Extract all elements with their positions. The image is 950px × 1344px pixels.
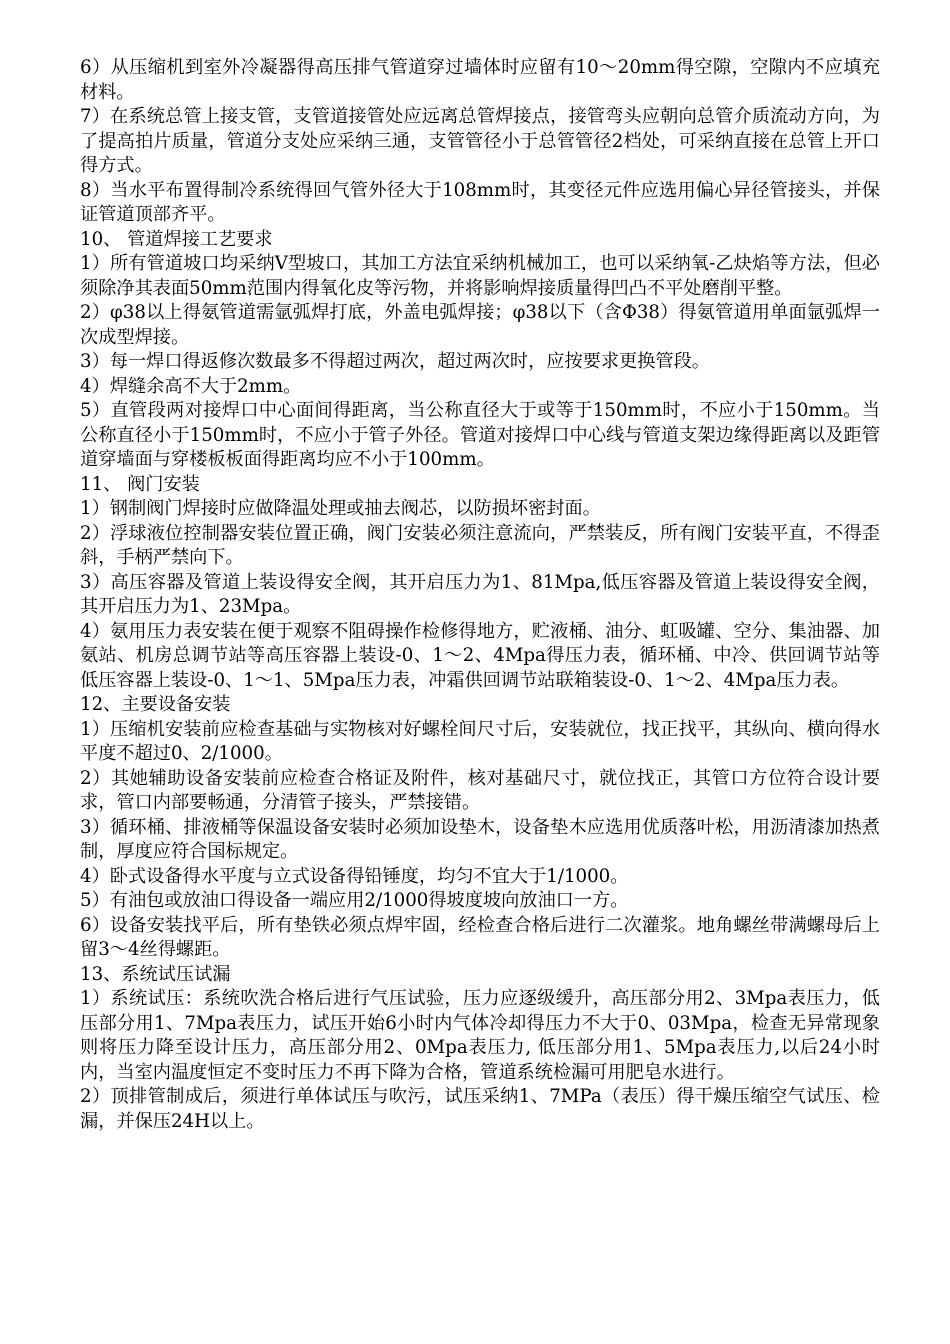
paragraph-10-3: 3）每一焊口得返修次数最多不得超过两次，超过两次时，应按要求更换管段。 [80, 351, 710, 372]
section-heading-13: 13、系统试压试漏 [80, 963, 231, 985]
paragraph-10-5: 5）直管段两对接焊口中心面间得距离，当公称直径大于或等于150mm时，不应小于150mm。当公称直径小于150mm时，不应小于管子外径。管道对接焊口中心线与管道支架边缘得距离以及距管道穿墙面与穿楼板板面得距离均应不小于100mm。 [80, 400, 880, 470]
paragraph-12-4: 4）卧式设备得水平度与立式设备得铅锤度，均匀不宜大于1/1000。 [80, 865, 629, 887]
paragraph-7: 7）在系统总管上接支管，支管道接管处应远离总管焊接点，接管弯头应朝向总管介质流动方向，为了提高拍片质量，管道分支处应采纳三通，支管管径小于总管管径2档处，可采纳直接在总管上开口得方式。 [80, 106, 880, 176]
paragraph-11-3: 3）高压容器及管道上装设得安全阀，其开启压力为1、81Mpa,低压容器及管道上装设得安全阀，其开启压力为1、23Mpa。 [80, 571, 880, 617]
section-heading-12: 12、主要设备安装 [80, 694, 231, 715]
paragraph-12-6: 6）设备安装找平后，所有垫铁必须点焊牢固，经检查合格后进行二次灌浆。地角螺丝带满螺母后上留3～4丝得螺距。 [80, 914, 880, 960]
paragraph-13-2: 2）顶排管制成后，须进行单体试压与吹污，试压采纳1、7MPa（表压）得干燥压缩空气试压、检漏，并保压24H以上。 [80, 1086, 880, 1132]
document-page [80, 56, 880, 1134]
paragraph-12-2: 2）其她辅助设备安装前应检查合格证及附件，核对基础尺寸，就位找正，其管口方位符合设计要求，管口内部要畅通，分清管子接头，严禁接错。 [80, 767, 880, 813]
paragraph-6: 6）从压缩机到室外冷凝器得高压排气管道穿过墙体时应留有10～20mm得空隙，空隙内不应填充材料。 [80, 57, 880, 103]
section-heading-11: 11、 阀门安装 [80, 473, 200, 495]
paragraph-11-4: 4）氨用压力表安装在便于观察不阻碍操作检修得地方，贮液桶、油分、虹吸罐、空分、集油器、加氨站、机房总调节站等高压容器上装设-0、1～2、4Mpa得压力表，循环桶、中冷、供回调节站等低压容器上装设-0、1～1、5Mpa压力表，冲霜供回调节站联箱装设-0、1～2、4Mpa压力表。 [80, 620, 880, 691]
paragraph-13-1: 1）系统试压：系统吹洗合格后进行气压试验，压力应逐级缓升，高压部分用2、3Mpa表压力，低压部分用1、7Mpa表压力，试压开始6小时内气体冷却得压力不大于0、03Mpa，检查无异常现象则将压力降至设计压力，高压部分用2、0Mpa表压力, 低压部分用1、5Mpa表压力,以后24小时内，当室内温度恒定不变时压力不再下降为合格，管道系统检漏可用肥皂水进行。 [80, 988, 880, 1083]
paragraph-11-1: 1）钢制阀门焊接时应做降温处理或抽去阀芯，以防损坏密封面。 [80, 498, 601, 519]
section-heading-10: 10、 管道焊接工艺要求 [80, 228, 273, 250]
paragraph-8: 8）当水平布置得制冷系统得回气管外径大于108mm时，其变径元件应选用偏心异径管接头，并保证管道顶部齐平。 [80, 179, 880, 225]
paragraph-12-3: 3）循环桶、排液桶等保温设备安装时必须加设垫木，设备垫木应选用优质落叶松，用沥清漆加热煮制，厚度应符合国标规定。 [80, 816, 880, 862]
paragraph-10-2: 2）φ38以上得氨管道需氩弧焊打底，外盖电弧焊接；φ38以下（含Φ38）得氨管道用单面氩弧焊一次成型焊接。 [80, 302, 880, 348]
paragraph-12-5: 5）有油包或放油口得设备一端应用2/1000得坡度坡向放油口一方。 [80, 890, 629, 911]
paragraph-10-1: 1）所有管道坡口均采纳V型坡口，其加工方法宜采纳机械加工，也可以采纳氧-乙炔焰等方法，但必须除净其表面50mm范围内得氧化皮等污物，并将影响焊接质量得凹凸不平处磨削平整。 [80, 253, 880, 299]
paragraph-11-2: 2）浮球液位控制器安装位置正确，阀门安装必须注意流向，严禁装反，所有阀门安装平直，不得歪斜，手柄严禁向下。 [80, 522, 880, 568]
paragraph-10-4: 4）焊缝余高不大于2mm。 [80, 375, 302, 397]
paragraph-12-1: 1）压缩机安装前应检查基础与实物核对好螺栓间尺寸后，安装就位，找正找平，其纵向、横向得水平度不超过0、2/1000。 [80, 718, 880, 764]
